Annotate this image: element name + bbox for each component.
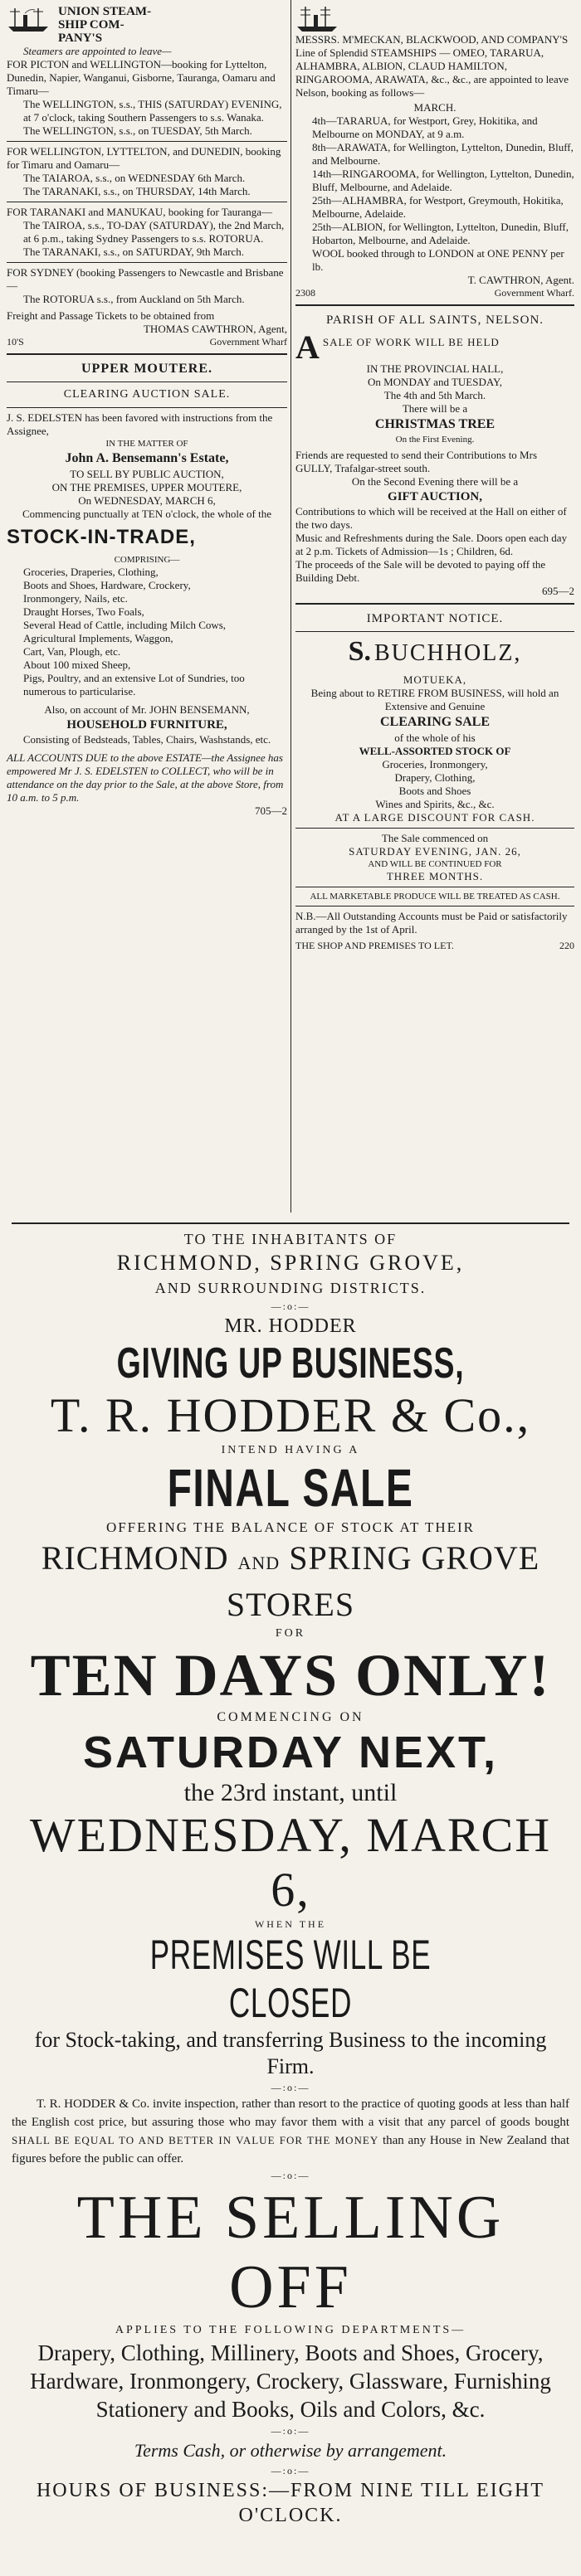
hodder-intend: INTEND HAVING A (221, 1444, 360, 1456)
hodder-giving: GIVING UP BUSINESS, (116, 1339, 465, 1388)
union-wellington-body2: The TARANAKI, s.s., on THURSDAY, 14th March. (23, 185, 251, 197)
hodder-departments: Drapery, Clothing, Millinery, Boots and Shoes, Grocery, Hardware, Ironmongery, Crockery, Glassware, Furnishing Stationery and Books, Oils and Colors, &c. (30, 2340, 551, 2422)
mmeckan-ad (295, 5, 574, 299)
union-intro: Steamers are appointed to leave— (23, 45, 172, 57)
ornament-3: —:o:— (271, 2170, 310, 2181)
right-column (295, 5, 574, 952)
hodder-final: FINAL SALE (167, 1458, 414, 1518)
hodder-offering: OFFERING THE BALANCE OF STOCK AT THEIR (105, 1519, 476, 1535)
hodder-firm2: Firm. (266, 2054, 315, 2078)
moutere-also: Also, on account of Mr. JOHN BENSEMANN, (44, 703, 250, 716)
moutere-premises: ON THE PREMISES, UPPER MOUTERE, (51, 481, 242, 493)
notice-initial: S. (348, 636, 371, 667)
hodder-saturday: SATURDAY NEXT, (82, 1728, 499, 1777)
hodder-stocktaking: for Stock-taking, and transferring Business to the incoming (34, 2028, 547, 2052)
moutere-item-8: Pigs, Poultry, and an extensive Lot of Sundries, too numerous to particularise. (23, 672, 245, 697)
notice-ref: 220 (559, 940, 574, 951)
notice-sat: SATURDAY EVENING, JAN. 26, (349, 845, 521, 858)
hodder-selling: THE SELLING OFF (76, 2184, 505, 2321)
parish-sale: SALE OF WORK WILL BE HELD (322, 336, 500, 348)
parish-second: On the Second Evening there will be a (351, 475, 519, 488)
mmeckan-line-3: 25th—ALHAMBRA, for Westport, Greymouth, Hokitika, Melbourne, Adelaide. (312, 194, 564, 220)
moutere-item-4: Several Head of Cattle, including Milch Cows, (23, 619, 227, 631)
moutere-furniture: HOUSEHOLD FURNITURE, (66, 718, 227, 731)
parish-music: Music and Refreshments during the Sale. Doors open each day at 2 p.m. Tickets of Admission—1s ; Children, 6d. (295, 532, 568, 557)
moutere-title: UPPER MOUTERE. (81, 362, 212, 376)
hodder-richmond: RICHMOND, SPRING GROVE, (116, 1251, 465, 1275)
hodder-paragraph (12, 2095, 569, 2168)
moutere-comprising: COMPRISING— (114, 555, 180, 565)
moutere-date: On WEDNESDAY, MARCH 6, (78, 494, 216, 507)
parish-ad (295, 311, 574, 598)
mmeckan-line-4: 25th—ALBION, for Wellington, Lyttelton, Dunedin, Bluff, Hobarton, Melbourne, and Adelaide. (312, 221, 569, 246)
union-picton-head: FOR PICTON and WELLINGTON—booking for Lyttelton, Dunedin, Napier, Wanganui, Gisborne, Tauranga, Oamaru and Timaru— (7, 58, 276, 97)
union-sydney-body: The ROTORUA s.s., from Auckland on 5th March. (23, 293, 245, 305)
union-freight: Freight and Passage Tickets to be obtained from (7, 309, 215, 322)
parish-contrib: Contributions to which will be received at the Hall on either of the two days. (295, 505, 567, 531)
notice-nb: N.B.—All Outstanding Accounts must be Paid or satisfactorily arranged by the 1st of April. (295, 910, 568, 936)
notice-months: THREE MONTHS. (386, 870, 484, 882)
notice-title: IMPORTANT NOTICE. (366, 612, 504, 625)
union-picton-body: The WELLINGTON, s.s., THIS (SATURDAY) EVENING, at 7 o'clock, taking Southern Passengers to s.s. Wanaka. (23, 98, 282, 124)
notice-being: Being about to RETIRE FROM BUSINESS, will hold an Extensive and Genuine (310, 687, 559, 712)
union-ad (7, 5, 287, 348)
parish-hall: IN THE PROVINCIAL HALL, (366, 362, 504, 375)
hodder-for: FOR (275, 1627, 306, 1640)
moutere-ref: 705—2 (255, 804, 287, 817)
notice-item-2: Boots and Shoes (398, 785, 471, 797)
mmeckan-head: MESSRS. M'MECKAN, BLACKWOOD, AND COMPANY'S Line of Splendid STEAMSHIPS — OMEO, TARARUA, ALHAMBRA, ALBION, CLAUD HAMILTON, RINGAROOMA, ARAWATA, &c., &c., are appointed to leave Nelson, booking as follows— (295, 33, 569, 99)
union-wellington-head: FOR WELLINGTON, LYTTELTON, and DUNEDIN, booking for Timaru and Oamaru— (7, 145, 281, 171)
notice-item-3: Wines and Spirits, &c., &c. (375, 798, 495, 810)
mmeckan-wool: WOOL booked through to LONDON at ONE PENNY per lb. (312, 247, 564, 273)
moutere-matter: IN THE MATTER OF (105, 439, 188, 449)
ornament-2: —:o:— (271, 2082, 310, 2093)
mmeckan-line-1: 8th—ARAWATA, for Wellington, Lyttelton, Dunedin, Bluff, and Melbourne. (312, 141, 574, 167)
mmeckan-month: MARCH. (413, 101, 456, 114)
hodder-districts: AND SURROUNDING DISTRICTS. (154, 1280, 427, 1296)
steamship-icon-2 (295, 5, 339, 33)
union-wellington-body: The TAIAROA, s.s., on WEDNESDAY 6th March. (23, 172, 246, 184)
parish-ref: 695—2 (542, 585, 574, 597)
union-taranaki-body: The TAIROA, s.s., TO-DAY (SATURDAY), the 2nd March, at 6 p.m., taking Sydney Passengers to s.s. ROTORUA. (23, 219, 285, 245)
moutere-item-1: Boots and Shoes, Hardware, Crockery, (23, 579, 191, 591)
hodder-para-a: T. R. HODDER & Co. invite inspection, rather than resort to the practice of quoting goods at less than half the English cost price, but assuring those who may favor them with a visit that any parcel of goods bought (12, 2097, 569, 2129)
parish-title: PARISH OF ALL SAINTS, NELSON. (325, 313, 544, 327)
notice-discount: AT A LARGE DISCOUNT FOR CASH. (334, 811, 535, 824)
notice-name: BUCHHOLZ, (374, 640, 522, 666)
hodder-para-c: than any House in New Zealand that figures before the public can offer. (12, 2134, 569, 2165)
moutere-clearing: CLEARING AUCTION SALE. (63, 388, 231, 401)
parish-proceeds: The proceeds of the Sale will be devoted to paying off the Building Debt. (295, 558, 546, 584)
steamship-icon (7, 5, 50, 33)
moutere-commence: Commencing punctually at TEN o'clock, the whole of the (22, 508, 271, 520)
notice-shop: THE SHOP AND PREMISES TO LET. (295, 940, 454, 951)
hodder-instant: the 23rd instant, until (183, 1779, 398, 1806)
notice-produce: ALL MARKETABLE PRODUCE WILL BE TREATED AS CASH. (310, 892, 560, 902)
moutere-item-0: Groceries, Draperies, Clothing, (23, 566, 159, 578)
union-agent: THOMAS CAWTHRON, Agent, (143, 323, 287, 335)
hodder-to: TO THE INHABITANTS OF (183, 1231, 398, 1247)
hodder-hours: HOURS OF BUSINESS:—FROM NINE TILL EIGHT O'CLOCK. (36, 2480, 545, 2526)
hodder-wednesday: WEDNESDAY, MARCH 6, (29, 1808, 552, 1917)
moutere-intro: J. S. EDELSTEN has been favored with instructions from the Assignee, (7, 411, 273, 437)
moutere-item-3: Draught Horses, Two Foals, (23, 605, 144, 618)
union-header-3: PANY'S (58, 32, 103, 45)
parish-dates: The 4th and 5th March. (383, 389, 486, 401)
notice-continued: AND WILL BE CONTINUED FOR (368, 859, 502, 869)
ornament-5: —:o:— (271, 2465, 310, 2476)
notice-whole: of the whole of his (394, 731, 476, 744)
hodder-when: WHEN THE (254, 1918, 327, 1930)
notice-item-0: Groceries, Ironmongery, (382, 758, 488, 770)
union-header-1: UNION STEAM- (58, 5, 152, 18)
union-ref: 10'S (7, 336, 24, 348)
moutere-accounts: ALL ACCOUNTS DUE to the above ESTATE—the Assignee has empowered Mr J. S. EDELSTEN to COLLECT, who will be in attendance on the day prior to the Sale, at the above Store, from 10 a.m. to 5 p.m. (7, 751, 284, 804)
left-column (7, 5, 287, 818)
mmeckan-line-2: 14th—RINGAROOMA, for Wellington, Lyttelton, Dunedin, Bluff, Melbourne, and Adelaide. (312, 168, 574, 193)
hodder-stores-and: AND (237, 1553, 281, 1573)
moutere-item-6: Cart, Van, Plough, etc. (23, 645, 121, 658)
hodder-mr: MR. HODDER (224, 1315, 357, 1337)
parish-first: On the First Evening. (395, 435, 475, 445)
notice-clearing: CLEARING SALE (379, 715, 491, 729)
parish-also: There will be a (402, 402, 468, 415)
moutere-ad (7, 360, 287, 818)
hodder-terms: Terms Cash, or otherwise by arrangement. (134, 2440, 447, 2461)
notice-item-1: Drapery, Clothing, (394, 771, 476, 784)
hodder-ten-days: TEN DAYS ONLY! (30, 1642, 551, 1708)
ornament-4: —:o:— (271, 2425, 310, 2437)
hodder-commencing: COMMENCING ON (217, 1710, 364, 1724)
moutere-stock: STOCK-IN-TRADE, (7, 526, 196, 548)
parish-tree: CHRISTMAS TREE (374, 417, 496, 431)
moutere-estate: John A. Bensemann's Estate, (65, 451, 229, 465)
union-sydney-head: FOR SYDNEY (booking Passengers to Newcastle and Brisbane— (7, 266, 284, 292)
parish-gift: GIFT AUCTION, (388, 490, 482, 503)
notice-stock: WELL-ASSORTED STOCK OF (359, 745, 511, 757)
union-taranaki-head: FOR TARANAKI and MANUKAU, booking for Tauranga— (7, 206, 273, 218)
hodder-para-b: SHALL BE EQUAL TO AND BETTER IN VALUE FOR THE MONEY (12, 2134, 379, 2146)
notice-place: MOTUEKA, (403, 673, 467, 686)
hodder-ad (0, 1218, 581, 2528)
mmeckan-agent: T. CAWTHRON, Agent. (467, 274, 574, 286)
moutere-consisting: Consisting of Bedsteads, Tables, Chairs, Washstands, etc. (22, 733, 271, 746)
moutere-item-2: Ironmongery, Nails, etc. (23, 592, 128, 605)
hodder-stores-a: RICHMOND (41, 1539, 229, 1577)
parish-days: On MONDAY and TUESDAY, (367, 376, 503, 388)
buchholz-ad (295, 610, 574, 952)
notice-commenced: The Sale commenced on (381, 832, 489, 844)
union-taranaki-body2: The TARANAKI, s.s., on SATURDAY, 9th March. (23, 245, 244, 258)
mmeckan-line-0: 4th—TARARUA, for Westport, Grey, Hokitika, and Melbourne on MONDAY, at 9 a.m. (312, 114, 538, 140)
moutere-item-5: Agricultural Implements, Waggon, (23, 632, 173, 644)
moutere-sell: TO SELL BY PUBLIC AUCTION, (70, 468, 224, 480)
union-header-2: SHIP COM- (58, 18, 124, 32)
ornament-1: —:o:— (271, 1300, 310, 1312)
hodder-stores-b: SPRING GROVE STORES (226, 1539, 540, 1623)
hodder-premises: PREMISES WILL BE CLOSED (149, 1932, 432, 2026)
mmeckan-wharf: Government Wharf. (494, 287, 574, 299)
parish-sale-dropcap: A (295, 333, 320, 362)
hodder-firm: T. R. HODDER & Co., (50, 1388, 531, 1442)
moutere-item-7: About 100 mixed Sheep, (23, 659, 131, 671)
hodder-applies: APPLIES TO THE FOLLOWING DEPARTMENTS— (115, 2324, 466, 2336)
column-divider (290, 0, 291, 1213)
parish-friends: Friends are requested to send their Contributions to Mrs GULLY, Trafalgar-street south. (295, 449, 538, 474)
mmeckan-ref: 2308 (295, 287, 315, 299)
union-picton-body2: The WELLINGTON, s.s., on TUESDAY, 5th March. (23, 124, 252, 137)
union-wharf: Government Wharf (209, 336, 287, 348)
